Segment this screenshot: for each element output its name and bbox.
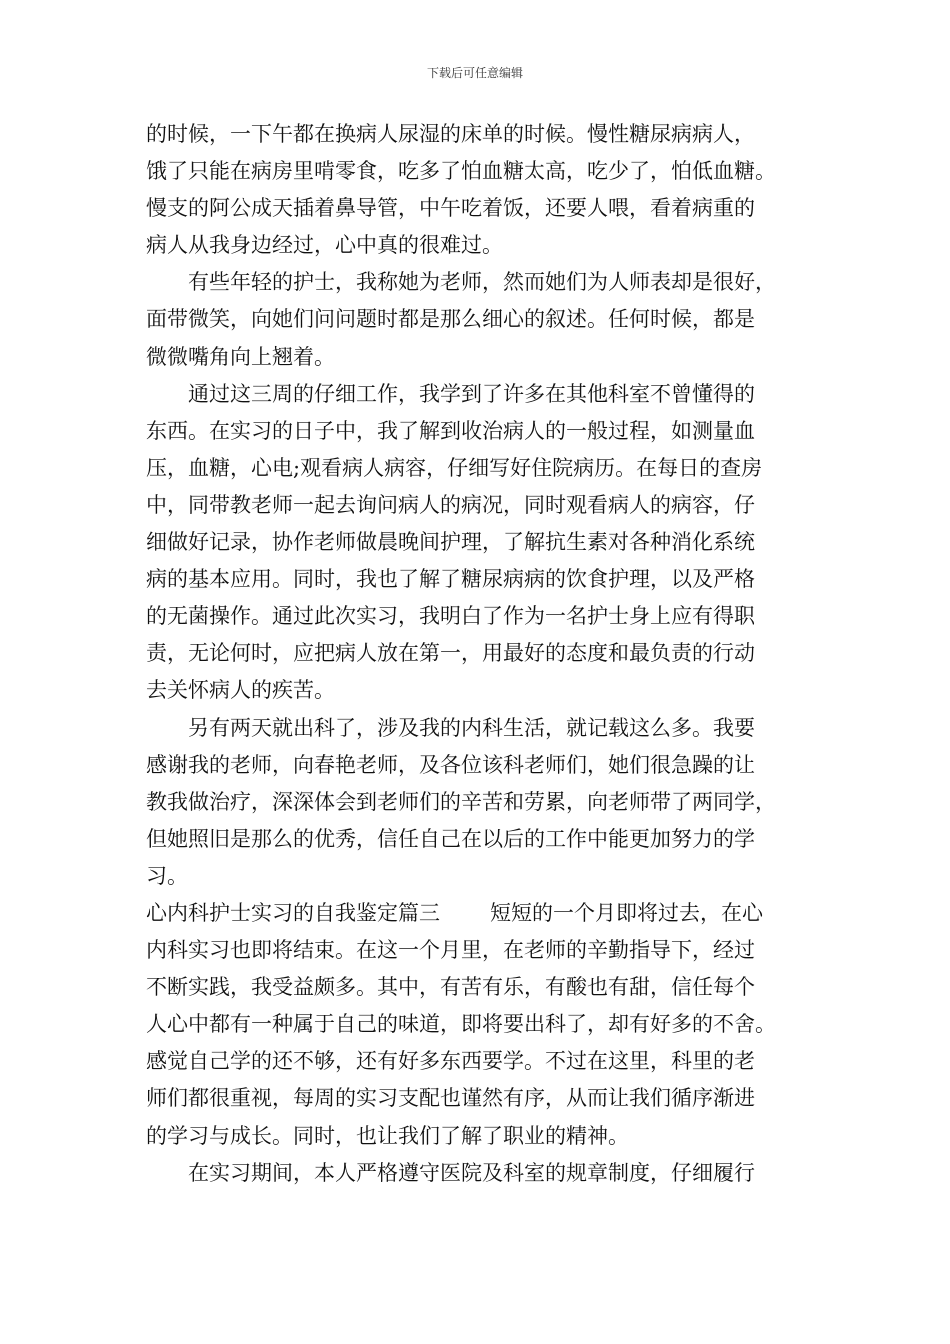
document-body — [146, 116, 806, 1192]
text-line: 的无菌操作。通过此次实习，我明白了作为一名护士身上应有得职 — [146, 604, 755, 629]
text-line: 微微嘴角向上翘着。 — [146, 344, 335, 369]
text-line: 但她照旧是那么的优秀，信任自己在以后的工作中能更加努力的学 — [146, 826, 755, 851]
section-title-line — [146, 895, 806, 932]
text-line: 的时候，一下午都在换病人尿湿的床单的时候。慢性糖尿病病人， — [146, 122, 755, 146]
text-line: 细做好记录，协作老师做晨晚间护理，了解抗生素对各种消化系统 — [146, 530, 755, 555]
paragraph-start-line: 有些年轻的护士，我称她为老师，然而她们为人师表却是很好， — [188, 270, 776, 295]
paragraph-start-line: 另有两天就出科了，涉及我的内科生活，就记载这么多。我要 — [188, 715, 755, 740]
text-line: 中，同带教老师一起去询问病人的病况，同时观看病人的病容，仔 — [146, 492, 755, 517]
text-line: 感谢我的老师，向春艳老师，及各位该科老师们，她们很急躁的让 — [146, 752, 755, 777]
text-line: 病人从我身边经过，心中真的很难过。 — [146, 233, 503, 258]
text-line: 感觉自己学的还不够，还有好多东西要学。不过在这里，科里的老 — [146, 1049, 755, 1074]
paragraph-start-line: 通过这三周的仔细工作，我学到了许多在其他科室不曾懂得的 — [188, 381, 755, 406]
text-line: 的学习与成长。同时，也让我们了解了职业的精神。 — [146, 1123, 629, 1148]
text-line: 面带微笑，向她们问问题时都是那么细心的叙述。任何时候，都是 — [146, 307, 755, 332]
page-header: 下载后可任意编辑 — [426, 66, 523, 80]
text-line: 人心中都有一种属于自己的味道，即将要出科了，却有好多的不舍。 — [146, 1012, 776, 1037]
text-line: 不断实践，我受益颇多。其中，有苦有乐，有酸也有甜，信任每个 — [146, 975, 755, 1000]
text-line: 压，血糖，心电;观看病人病容，仔细写好住院病历。在每日的查房 — [146, 455, 763, 480]
paragraph-start-line: 在实习期间，本人严格遵守医院及科室的规章制度，仔细履行 — [188, 1160, 755, 1185]
text-line: 饿了只能在病房里啃零食，吃多了怕血糖太高，吃少了，怕低血糖。 — [146, 159, 776, 184]
text-line: 习。 — [146, 863, 188, 888]
text-line: 病的基本应用。同时，我也了解了糖尿病病的饮食护理，以及严格 — [146, 567, 755, 592]
text-segment: 短短的一个月即将过去，在心 — [490, 900, 763, 925]
text-line: 去关怀病人的疾苦。 — [146, 678, 335, 703]
text-line: 师们都很重视，每周的实习支配也谨然有序，从而让我们循序渐进 — [146, 1086, 755, 1111]
section-title: 心内科护士实习的自我鉴定篇三 — [146, 900, 440, 925]
text-line: 东西。在实习的日子中，我了解到收治病人的一般过程，如测量血 — [146, 418, 755, 443]
text-line: 慢支的阿公成天插着鼻导管，中午吃着饭，还要人喂，看着病重的 — [146, 196, 755, 221]
text-line: 责，无论何时，应把病人放在第一，用最好的态度和最负责的行动 — [146, 641, 755, 666]
text-line: 内科实习也即将结束。在这一个月里，在老师的辛勤指导下，经过 — [146, 938, 755, 963]
text-line: 教我做治疗，深深体会到老师们的辛苦和劳累，向老师带了两同学， — [146, 789, 776, 814]
